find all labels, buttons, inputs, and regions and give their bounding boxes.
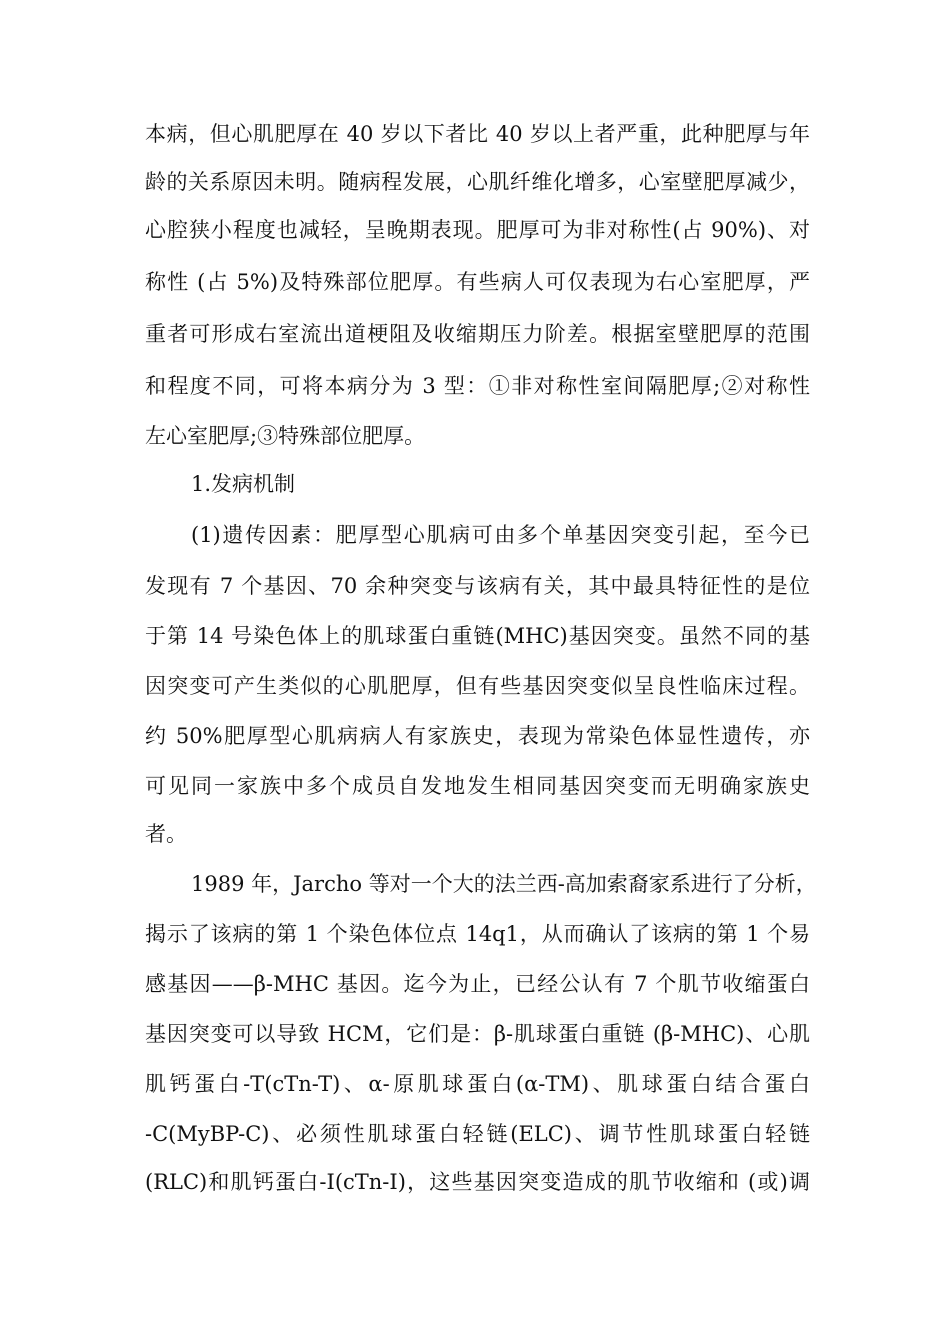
text-line: 心腔狭小程度也减轻，呈晚期表现。肥厚可为非对称性(占 90%)、对 (145, 218, 810, 242)
text-line: 龄的关系原因未明。随病程发展，心肌纤维化增多，心室壁肥厚减少， (145, 170, 810, 194)
text-line: 基因突变可以导致 HCM，它们是：β-肌球蛋白重链 (β-MHC)、心肌 (145, 1022, 810, 1046)
text-line: -C(MyBP-C)、必须性肌球蛋白轻链(ELC)、调节性肌球蛋白轻链 (145, 1122, 810, 1146)
text-line: 于第 14 号染色体上的肌球蛋白重链(MHC)基因突变。虽然不同的基 (145, 624, 810, 648)
text-line: 发现有 7 个基因、70 余种突变与该病有关，其中最具特征性的是位 (145, 574, 810, 598)
text-line: 揭示了该病的第 1 个染色体位点 14q1，从而确认了该病的第 1 个易 (145, 922, 810, 946)
text-line: 者。 (145, 822, 187, 846)
text-line: 本病，但心肌肥厚在 40 岁以下者比 40 岁以上者严重，此种肥厚与年 (145, 122, 810, 146)
text-line: 和程度不同，可将本病分为 3 型：①非对称性室间隔肥厚;②对称性 (145, 374, 810, 398)
text-line: 重者可形成右室流出道梗阻及收缩期压力阶差。根据室壁肥厚的范围 (145, 322, 810, 346)
text-line: 约 50%肥厚型心肌病病人有家族史，表现为常染色体显性遗传，亦 (145, 724, 810, 748)
text-line: (RLC)和肌钙蛋白-I(cTn-I)，这些基因突变造成的肌节收缩和 (或)调 (145, 1170, 810, 1194)
text-line: (1)遗传因素：肥厚型心肌病可由多个单基因突变引起，至今已 (191, 523, 810, 547)
text-line: 因突变可产生类似的心肌肥厚，但有些基因突变似呈良性临床过程。 (145, 674, 810, 698)
section-heading: 1.发病机制 (191, 472, 296, 496)
text-line: 左心室肥厚;③特殊部位肥厚。 (145, 424, 426, 448)
text-line: 可见同一家族中多个成员自发地发生相同基因突变而无明确家族史 (145, 774, 810, 798)
text-line: 肌钙蛋白-T(cTn-T)、α-原肌球蛋白(α-TM)、肌球蛋白结合蛋白 (145, 1072, 810, 1096)
text-line: 感基因——β-MHC 基因。迄今为止，已经公认有 7 个肌节收缩蛋白 (145, 972, 810, 996)
text-line: 称性 (占 5%)及特殊部位肥厚。有些病人可仅表现为右心室肥厚，严 (145, 270, 810, 294)
text-line: 1989 年，Jarcho 等对一个大的法兰西-高加索裔家系进行了分析， (191, 872, 817, 896)
